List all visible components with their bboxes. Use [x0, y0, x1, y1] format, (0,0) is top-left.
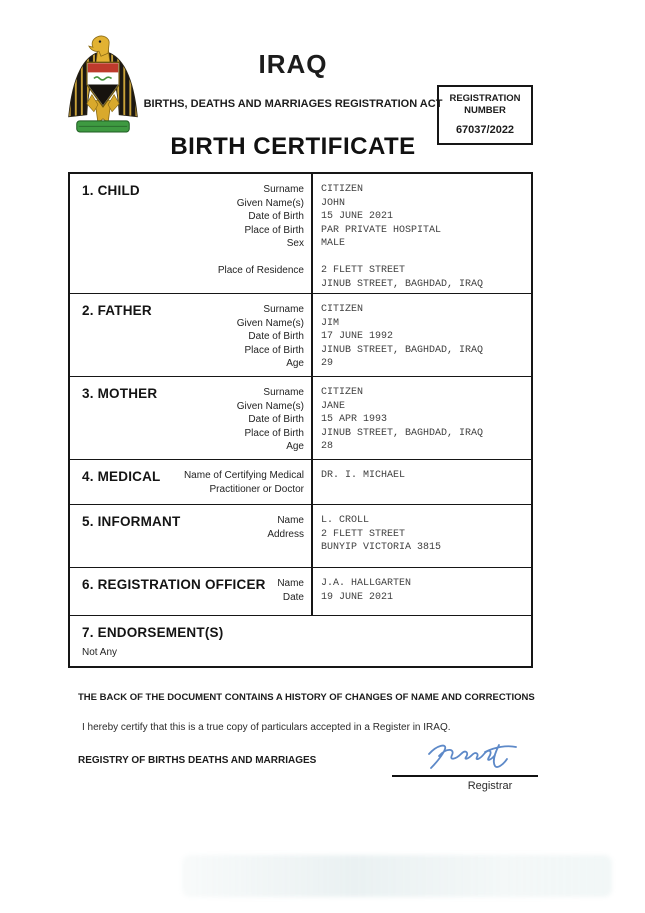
field-value: DR. I. MICHAEL: [321, 470, 406, 481]
watermark-smudge: [182, 855, 612, 897]
endorsements-note: Not Any: [82, 647, 118, 658]
section-medical: [70, 459, 531, 504]
field-label: Given Name(s): [236, 400, 304, 412]
field-label: Place of Residence: [217, 265, 304, 276]
field-value: CITIZEN: [321, 304, 364, 315]
field-value: 15 JUNE 2021: [321, 211, 394, 222]
field-row: [70, 210, 531, 224]
section-heading: 2. FATHER: [82, 303, 152, 318]
registrar-signature-icon: [422, 741, 524, 775]
section-father: [70, 293, 531, 376]
field-row: [70, 413, 531, 427]
field-row: [70, 344, 531, 358]
section-heading: 7. ENDORSEMENT(S): [82, 625, 224, 640]
field-label: Given Name(s): [236, 197, 304, 209]
field-label: Age: [286, 441, 304, 452]
section-heading: 5. INFORMANT: [82, 514, 181, 529]
field-label: Date of Birth: [248, 211, 304, 222]
act-title: BIRTHS, DEATHS AND MARRIAGES REGISTRATION ACT: [143, 98, 443, 110]
field-label: Name of Certifying Medical Practitioner or Doctor: [183, 470, 304, 495]
registry-title: REGISTRY OF BIRTHS DEATHS AND MARRIAGES: [78, 755, 317, 766]
field-label: Address: [267, 528, 304, 540]
field-label: Given Name(s): [236, 317, 304, 329]
field-label: Place of Birth: [244, 427, 304, 439]
field-value: 29: [321, 358, 334, 369]
section-registration-officer: [70, 567, 531, 615]
registration-number-label: REGISTRATION NUMBER: [449, 93, 521, 116]
field-label: Sex: [286, 238, 304, 249]
field-label: Date of Birth: [248, 414, 304, 425]
field-value: CITIZEN: [321, 184, 364, 195]
back-of-document-note: THE BACK OF THE DOCUMENT CONTAINS A HISTORY OF CHANGES OF NAME AND CORRECTIONS: [78, 692, 535, 703]
signature-line: [392, 775, 538, 777]
field-row: [70, 317, 531, 331]
field-value: J.A. HALLGARTEN: [321, 578, 412, 589]
field-value: PAR PRIVATE HOSPITAL: [321, 224, 442, 236]
field-label: Age: [286, 358, 304, 369]
field-value: CITIZEN: [321, 387, 364, 398]
field-value: MALE: [321, 238, 346, 249]
field-value: 28: [321, 441, 334, 452]
registration-number-value: 67037/2022: [455, 124, 515, 136]
section-endorsements: [70, 615, 531, 666]
field-label: Surname: [263, 184, 304, 195]
country-title: IRAQ: [258, 49, 328, 79]
field-value: L. CROLL: [321, 515, 370, 526]
field-row: [70, 264, 531, 291]
field-value: JOHN: [321, 197, 346, 209]
section-mother: [70, 376, 531, 459]
field-label: Date: [282, 591, 304, 603]
certification-statement: I hereby certify that this is a true copy of particulars accepted in a Register in IRAQ.: [82, 722, 451, 733]
field-label: Place of Birth: [244, 344, 304, 356]
field-row: [70, 237, 531, 251]
document-title: BIRTH CERTIFICATE: [170, 133, 416, 160]
section-informant: [70, 504, 531, 567]
field-value: 17 JUNE 1992: [321, 331, 394, 342]
field-value: 19 JUNE 2021: [321, 591, 394, 603]
field-row: [70, 330, 531, 344]
field-value: 2 FLETT STREET BUNYIP VICTORIA 3815: [321, 528, 442, 553]
section-heading: 6. REGISTRATION OFFICER: [82, 577, 266, 592]
field-value: JIM: [321, 317, 340, 329]
field-value: JANE: [321, 400, 346, 412]
field-row: [70, 591, 531, 605]
field-value: JINUB STREET, BAGHDAD, IRAQ: [321, 427, 484, 439]
section-heading: 1. CHILD: [82, 183, 140, 198]
field-label: Surname: [263, 387, 304, 398]
field-row: [70, 400, 531, 414]
field-label: Name: [277, 515, 304, 526]
registration-number-box: [437, 85, 533, 145]
section-child: [70, 174, 531, 293]
section-heading: 4. MEDICAL: [82, 469, 161, 484]
section-heading: 3. MOTHER: [82, 386, 158, 401]
field-label: Surname: [263, 304, 304, 315]
field-value: JINUB STREET, BAGHDAD, IRAQ: [321, 344, 484, 356]
field-label: Date of Birth: [248, 331, 304, 342]
field-row: [70, 440, 531, 454]
certificate-table: [68, 172, 533, 668]
field-row: [70, 528, 531, 555]
field-value: 2 FLETT STREET JINUB STREET, BAGHDAD, IRAQ: [321, 265, 484, 290]
field-label: Place of Birth: [244, 224, 304, 236]
registrar-label: Registrar: [467, 780, 513, 792]
field-row: [70, 224, 531, 238]
field-value: 15 APR 1993: [321, 414, 388, 425]
field-label: Name: [277, 578, 304, 589]
field-row: [70, 427, 531, 441]
field-row: [70, 357, 531, 371]
field-row: [70, 197, 531, 211]
